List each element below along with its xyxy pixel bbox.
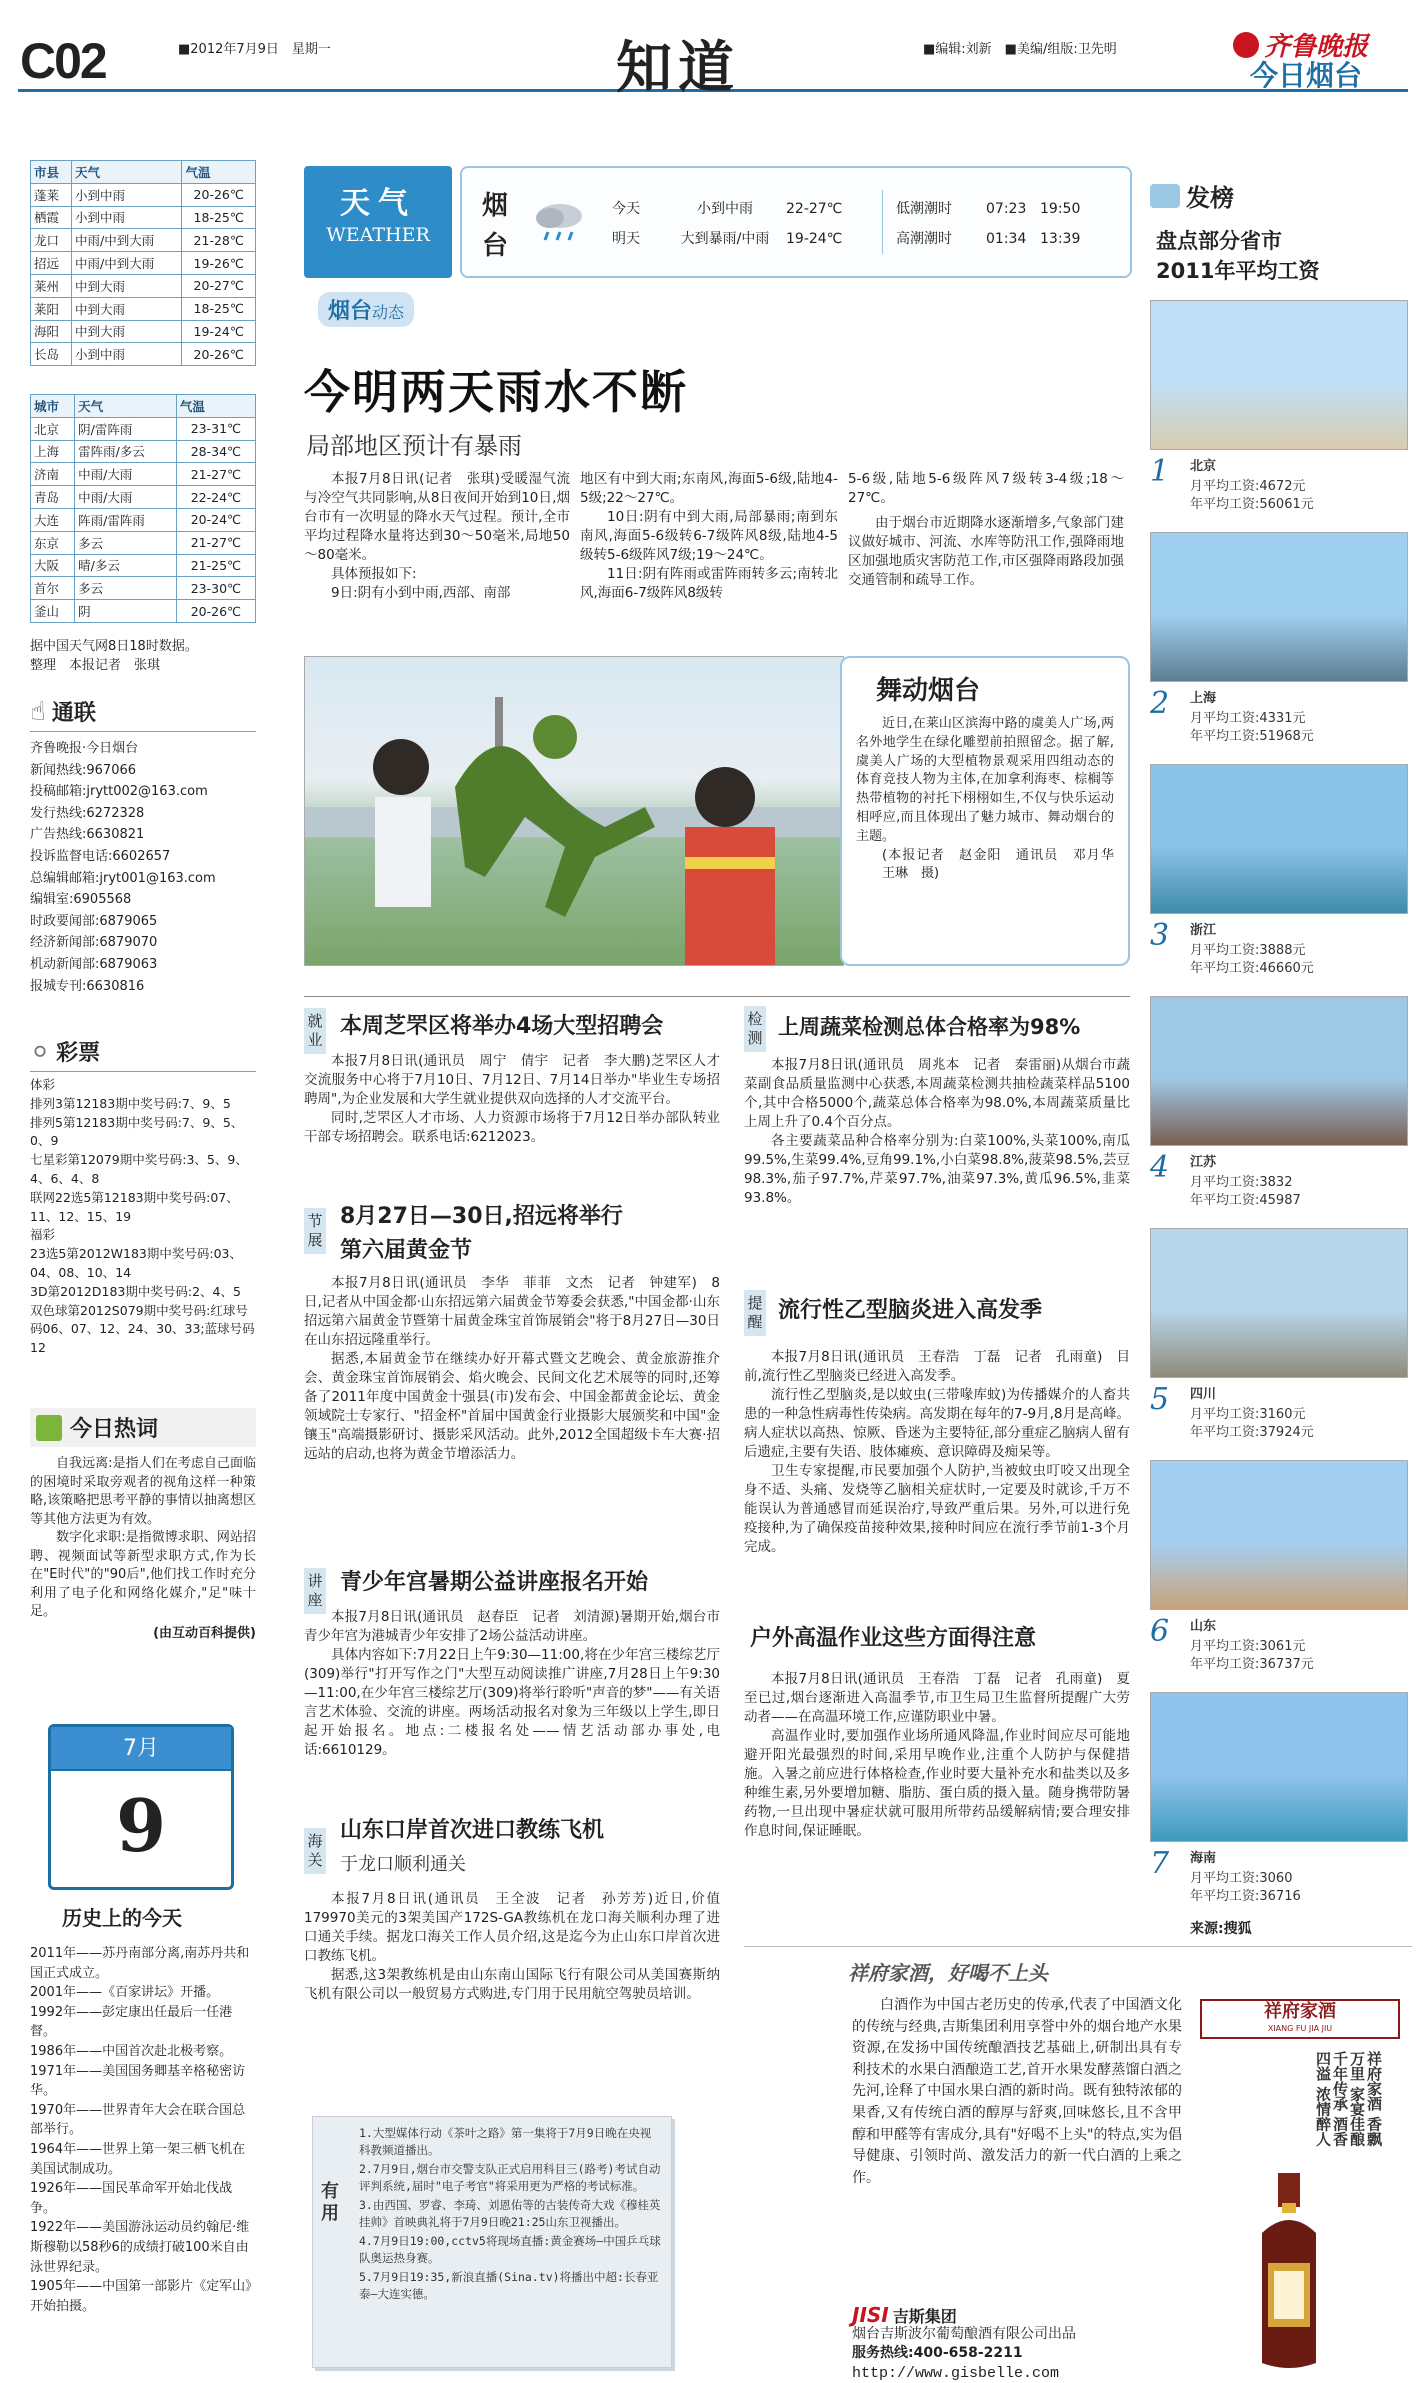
section-title: 知道: [616, 36, 740, 101]
tonglian-line: 时政要闻部:6879065: [30, 913, 158, 929]
article-gold-title2: 第六届黄金节: [340, 1238, 473, 1263]
ranking-name: 四川: [1190, 1387, 1217, 1402]
useful-tag: 有用: [321, 2181, 339, 2224]
hotword-p2: 数字化求职:是指微博求职、网站招聘、视频面试等新型求职方式,作为长在"E时代"的"90后",他们找工作时充分利用了电子化和网络化媒介,"足"味十足。: [30, 1530, 256, 1619]
ranking-entry: [1150, 684, 1408, 762]
masthead: [18, 30, 1408, 101]
weather-cell: 东京: [31, 531, 75, 554]
ranking-month: 月平均工资:3888元: [1190, 943, 1306, 958]
weather-cell: 阵雨/雷阵雨: [75, 508, 177, 531]
history-item: 1992年——彭定康出任最后一任港督。: [30, 2004, 233, 2040]
ranking-number: 5: [1150, 1382, 1170, 1417]
article-veg: [744, 1000, 1130, 1208]
main-col1-p3: 9日:阴有小到中雨,西部、南部: [331, 585, 511, 601]
weather-cell: 多云: [75, 577, 177, 600]
main-col2-p1: 地区有中到大雨;东南风,海面5-6级,陆地4-5级;22～27℃。: [580, 471, 838, 506]
article-job-p1: 本报7月8日讯(通讯员 周宁 倩宇 记者 李大鹏)芝罘区人才交流服务中心将于7月10日、7月12日、7月14日举办"毕业生专场招聘周",为企业发展和大学生就业提供双向选择的人才交流平台。: [304, 1053, 720, 1107]
weather-cell: 小到中雨: [72, 206, 182, 229]
article-heat-p2: 高温作业时,要加强作业场所通风降温,作业时间应尽可能地避开阳光最强烈的时间,采用早晚作业,注重个人防护与保健措施。入暑之前应进行体格检查,作业时要大量补充水和盐类以及多种维生素,另外要增加糖、脂肪、蛋白质的摄入量。随身携带防暑药物,一旦出现中暑症状就可服用所带药品缓解病情;要合理安排作息时间,保证睡眠。: [744, 1728, 1130, 1839]
weather-cell: 雷阵雨/多云: [75, 440, 177, 463]
tonglian-line: 投稿邮箱:jrytt002@163.com: [30, 784, 208, 800]
ranking-number: 1: [1150, 454, 1170, 489]
article-lecture-title: 青少年宫暑期公益讲座报名开始: [340, 1570, 649, 1595]
main-col1-p2: 具体预报如下:: [331, 566, 417, 582]
article-customs-subtitle: 于龙口顺利通关: [340, 1854, 466, 1875]
ranking-photo: [1150, 1228, 1408, 1378]
weather-cell: 长岛: [31, 343, 72, 366]
weather-cell: 北京: [31, 417, 75, 440]
weather-row: [31, 343, 256, 366]
ranking-list: [1150, 300, 1408, 1940]
weather-row: [31, 554, 256, 577]
calendar-month: 7月: [51, 1727, 231, 1771]
topiary-photo: [304, 656, 844, 966]
article-enceph: [744, 1280, 1130, 1557]
history-item: 1964年——世界上第一架三栖飞机在美国试制成功。: [30, 2141, 246, 2177]
today-label: 今天: [612, 201, 640, 217]
weather-col-header: 市县: [31, 161, 72, 184]
weather-cell: 釜山: [31, 600, 75, 623]
article-veg-p2: 各主要蔬菜品种合格率分别为:白菜100%,头菜100%,南瓜99.5%,生菜99.4%,豆角99.1%,小白菜98.8%,菠菜98.5%,芸豆98.3%,茄子97.7%,芹菜97.7%,油菜97.3%,黄瓜96.5%,韭菜93.8%。: [744, 1133, 1130, 1206]
ad-poem: 祥府家酒 香飘万里 家宴佳酿 千年传承 酒香四溢 浓情醉人: [1314, 2051, 1383, 2147]
weather-cell: 小到中雨: [72, 343, 182, 366]
ranking-source: 来源:搜狐: [1190, 1921, 1252, 1937]
weather-cell: 莱阳: [31, 297, 72, 320]
hotword-p1: 自我远离:是指人们在考虑自己面临的困境时采取旁观者的视角这样一种策略,该策略把思考平静的事情以抽离想区等其他方法更为有效。: [30, 1456, 256, 1527]
article-customs-p1: 本报7月8日讯(通讯员 王全波 记者 孙芳芳)近日,价值179970美元的3架美国产172S-GA教练机在龙口海关顺利办理了进口通关手续。据龙口海关工作人员介绍,这是迄今为止山东口岸首次进口教练飞机。: [304, 1891, 720, 1964]
weather-row: [31, 183, 256, 206]
ranking-name: 上海: [1190, 691, 1217, 706]
weather-cell: 21-25℃: [176, 554, 255, 577]
header-editors: ■编辑:刘新 ■美编/组版:卫先明: [923, 42, 1117, 57]
weather-cell: 晴/多云: [75, 554, 177, 577]
tonglian-line: 广告热线:6630821: [30, 827, 145, 843]
ranking-entry: [1150, 916, 1408, 994]
weather-cell: 20-27℃: [182, 274, 256, 297]
useful-item: 5.7月9日19:35,新浪直播(Sina.tv)将播出中超:长春亚泰—大连实德。: [359, 2270, 659, 2301]
weather-cell: 栖霞: [31, 206, 72, 229]
ad-logo-en: XIANG FU JIA JIU: [1267, 2024, 1333, 2033]
weather-cell: 21-27℃: [176, 463, 255, 486]
article-lecture: [304, 1560, 720, 1760]
tonglian-line: 经济新闻部:6879070: [30, 935, 158, 951]
history-item: 1922年——美国游泳运动员约翰尼·维斯穆勒以58秒6的成绩打破100米自由泳世界纪录。: [30, 2220, 250, 2275]
lottery-line: 排列3第12183期中奖号码:7、9、5: [30, 1095, 231, 1111]
ranking-number: 2: [1150, 686, 1170, 721]
ranking-month: 月平均工资:4331元: [1190, 711, 1306, 726]
weather-note: 据中国天气网8日18时数据。: [30, 639, 198, 654]
lottery-line: 联网22选5第12183期中奖号码:07、11、12、15、19: [30, 1189, 239, 1224]
weather-row: [31, 577, 256, 600]
ranking-name: 北京: [1190, 459, 1217, 474]
article-job-p2: 同时,芝罘区人才市场、人力资源市场将于7月12日举办部队转业干部专场招聘会。联系电话:6212023。: [304, 1110, 720, 1145]
article-gold-p2: 据悉,本届黄金节在继续办好开幕式暨文艺晚会、黄金旅游推介会、黄金珠宝首饰展销会、焰火晚会、民间文化艺术展等的同时,还筹备了2011年度中国黄金十强县(市)发布会、中国金都黄金论坛、黄金领域院士专家行、"招金杯"首届中国黄金行业摄影大展颁奖和中国"金镶玉"高端摄影研讨、摄影采风活动。此外,2012全国超级卡车大赛·招远站的启动,也将为黄金节增添活力。: [304, 1351, 720, 1462]
weather-cell: 青岛: [31, 486, 75, 509]
weather-row: [31, 297, 256, 320]
weather-col-header: 城市: [31, 395, 75, 418]
useful-item: 1.大型媒体行动《茶叶之路》第一集将于7月9日晚在央视科教频道播出。: [359, 2126, 652, 2157]
weather-cell: 28-34℃: [176, 440, 255, 463]
useful-item: 2.7月9日,烟台市交警支队正式启用科目三(路考)考试自动评判系统,届时"电子考官"将采用更为严格的考试标准。: [359, 2162, 661, 2193]
article-customs-p2: 据悉,这3架教练机是由山东南山国际飞行有限公司从美国赛斯纳飞机有限公司以一般贸易方式购进,专门用于民用航空驾驶员培训。: [304, 1967, 720, 2002]
main-col1-p1: 本报7月8日讯(记者 张琪)受暖湿气流与冷空气共同影响,从8日夜间开始到10日,烟台市有一次明显的降水天气过程。预计,全市平均过程降水量将达到30～50毫米,局地50～80毫米。: [304, 471, 570, 563]
article-heat-title: 户外高温作业这些方面得注意: [750, 1626, 1037, 1651]
ranking-name: 江苏: [1190, 1155, 1217, 1170]
article-veg-p1: 本报7月8日讯(通讯员 周兆本 记者 秦雷丽)从烟台市蔬菜副食品质量监测中心获悉,本周蔬菜检测共抽检蔬菜样品5100个,其中合格5000个,蔬菜总体合格率为98.0%,本周蔬菜质量比上周上升了0.4个百分点。: [744, 1057, 1130, 1130]
ranking-number: 6: [1150, 1614, 1170, 1649]
ranking-number: 7: [1150, 1846, 1170, 1881]
weather-table-header: [31, 395, 256, 418]
ranking-name: 山东: [1190, 1619, 1217, 1634]
weather-cell: 中雨/大雨: [75, 486, 177, 509]
tomorrow-weather: 大到暴雨/中雨: [680, 231, 770, 247]
weather-cell: 中雨/中到大雨: [72, 229, 182, 252]
page-number: C02: [20, 33, 106, 89]
low-tide-1: 07:23: [986, 201, 1027, 217]
liquor-ad: [744, 1946, 1412, 2382]
dance-text: 近日,在莱山区滨海中路的虞美人广场,两名外地学生在绿化雕塑前拍照留念。据了解,虞美人广场的大型植物景观采用四组动态的体育竞技人物为主体,在加拿利海枣、棕榈等热带植物的衬托下栩栩如生,不仅与快乐运动相呼应,而且体现出了魅力城市、舞动烟台的主题。: [856, 716, 1114, 844]
jisi-logo-en: JISI: [852, 2303, 889, 2327]
hotword-box: [30, 1408, 256, 1641]
ranking-month: 月平均工资:3061元: [1190, 1639, 1306, 1654]
weather-cell: 阴/雷阵雨: [75, 417, 177, 440]
weather-cell: 19-26℃: [182, 252, 256, 275]
ad-company: 烟台吉斯波尔葡萄酿酒有限公司出品: [852, 2326, 1076, 2342]
useful-item: 4.7月9日19:00,cctv5将现场直播:黄金赛场—中国乒乓球队奥运热身赛。: [359, 2234, 661, 2265]
ranking-year: 年平均工资:51968元: [1190, 729, 1314, 744]
article-enceph-p3: 卫生专家提醒,市民要加强个人防护,当被蚊虫叮咬又出现全身不适、头痛、发烧等乙脑相关症状时,一定要及时就诊,千万不能误认为普通感冒而延误治疗,导致严重后果。另外,可以进行免疫接种,为了确保疫苗接种效果,接种时间应在流行季节前1-3个月完成。: [744, 1463, 1130, 1555]
tonglian-line: 编辑室:6905568: [30, 892, 132, 908]
main-col-3: [848, 470, 1124, 590]
tonglian-line: 齐鲁晚报·今日烟台: [30, 741, 139, 756]
article-lecture-tag: 讲座: [304, 1568, 326, 1614]
ad-phone: 服务热线:400-658-2211: [852, 2345, 1023, 2361]
article-customs: [304, 1812, 720, 2004]
main-col3-p2: 由于烟台市近期降水逐渐增多,气象部门建议做好城市、河流、水库等防汛工作,强降雨地区加强地质灾害防范工作,市区强降雨路段加强交通管制和疏导工作。: [848, 515, 1124, 588]
today-temp: 22-27℃: [786, 201, 843, 217]
history-item: 1970年——世界青年大会在联合国总部举行。: [30, 2102, 246, 2138]
lottery-line: 福彩: [30, 1227, 56, 1243]
weather-label-cn: 天气: [340, 186, 416, 221]
main-col2-p3: 11日:阴有阵雨或雷阵雨转多云;南转北风,海面6-7级阵风8级转: [580, 566, 838, 601]
lottery-line: 七星彩第12079期中奖号码:3、5、9、4、6、4、8: [30, 1152, 248, 1186]
weather-cell: 小到中雨: [72, 183, 182, 206]
ranking-month: 月平均工资:3060: [1190, 1871, 1293, 1886]
ranking-photo: [1150, 996, 1408, 1146]
dance-credit: (本报记者 赵金阳 通讯员 邓月华 王琳 摄): [882, 847, 1128, 882]
weather-cell: 19-24℃: [182, 320, 256, 343]
weather-cell: 蓬莱: [31, 183, 72, 206]
ranking-subtitle2: 2011年平均工资: [1156, 259, 1320, 283]
ranking-entry: [1150, 1380, 1408, 1458]
article-job: [304, 1000, 720, 1147]
ranking-photo: [1150, 1460, 1408, 1610]
tonglian-box: [30, 696, 256, 997]
ad-logo-box: [1200, 1999, 1400, 2039]
tide-rows: [896, 194, 1080, 254]
article-enceph-p2: 流行性乙型脑炎,是以蚊虫(三带喙库蚊)为传播媒介的人畜共患的一种急性病毒性传染病。高发期在每年的7-9月,8月是高峰。病人症状以高热、惊厥、昏迷为主要特征,部分重症乙脑病人留有后遗症,主要有失语、肢体瘫痪、意识障碍及痴呆等。: [744, 1387, 1130, 1460]
weather-label-en: WEATHER: [326, 224, 430, 246]
dynamics-label: [318, 292, 414, 327]
lottery-line: 体彩: [30, 1077, 56, 1092]
article-enceph-title: 流行性乙型脑炎进入高发季: [778, 1298, 1043, 1323]
article-heat-p1: 本报7月8日讯(通讯员 王春浩 丁磊 记者 孔雨童) 夏至已过,烟台逐渐进入高温季节,市卫生局卫生监督所提醒广大劳动者——在高温环境工作,应谨防职业中暑。: [744, 1671, 1130, 1725]
ad-logo-cn: 祥府家酒: [1264, 2001, 1336, 2022]
weather-row: [31, 531, 256, 554]
weather-row: [31, 252, 256, 275]
ranking-year: 年平均工资:46660元: [1190, 961, 1314, 976]
article-job-tag: 就业: [304, 1008, 326, 1054]
weather-cell: 莱州: [31, 274, 72, 297]
history-item: 2011年——苏丹南部分离,南苏丹共和国正式成立。: [30, 1946, 250, 1981]
article-enceph-p1: 本报7月8日讯(通讯员 王春浩 丁磊 记者 孔雨童) 目前,流行性乙型脑炎已经进入高发季。: [744, 1349, 1130, 1384]
puzzle-icon: [1150, 184, 1180, 208]
ranking-entry: [1150, 1148, 1408, 1226]
weather-row: [31, 274, 256, 297]
hand-pointer-icon: ☝: [30, 696, 46, 727]
weather-city: 烟台: [482, 191, 509, 261]
weather-cell: 21-27℃: [176, 531, 255, 554]
main-col2-p2: 10日:阴有中到大雨,局部暴雨;南到东南风,海面5-6级转6-7级阵风8级,陆地4-5级转5-6级阵风7级;19～24℃。: [580, 509, 838, 563]
ranking-photo: [1150, 1692, 1408, 1842]
article-job-title: 本周芝罘区将举办4场大型招聘会: [340, 1014, 664, 1039]
main-subhead: 局部地区预计有暴雨: [306, 432, 522, 460]
weather-banner: [304, 166, 1132, 278]
weather-cell: 中到大雨: [72, 297, 182, 320]
ranking-header: [1150, 178, 1400, 285]
weather-col-header: 天气: [72, 161, 182, 184]
hotword-source: (由互动百科提供): [153, 1625, 256, 1641]
article-customs-title: 山东口岸首次进口教练飞机: [340, 1818, 605, 1843]
history-item: 1905年——中国第一部影片《定军山》开始拍摄。: [30, 2279, 252, 2314]
tomorrow-label: 明天: [612, 231, 640, 247]
main-col-1: [304, 470, 570, 603]
weather-table-header: [31, 161, 256, 184]
weather-cell: 中到大雨: [72, 320, 182, 343]
weather-cell: 21-28℃: [182, 229, 256, 252]
history-item: 1926年——国民革命军开始北伐战争。: [30, 2181, 233, 2216]
weather-row: [31, 463, 256, 486]
ranking-photo: [1150, 532, 1408, 682]
weather-cell: 18-25℃: [182, 297, 256, 320]
ranking-year: 年平均工资:36716: [1190, 1889, 1301, 1904]
paper-name: 齐鲁晚报: [1264, 32, 1369, 62]
lottery-line: 3D第2012D183期中奖号码:2、4、5: [30, 1283, 241, 1299]
ranking-entry: [1150, 452, 1408, 530]
article-gold: [304, 1200, 720, 1464]
dance-box: [840, 656, 1130, 966]
weather-cell: 阴: [75, 600, 177, 623]
liquor-bottle: [1254, 2173, 1324, 2369]
low-tide-label: 低潮潮时: [896, 201, 952, 217]
weather-cell: 20-26℃: [182, 183, 256, 206]
article-lecture-p1: 本报7月8日讯(通讯员 赵春臣 记者 刘清源)暑期开始,烟台市青少年宫为港城青少年安排了2场公益活动讲座。: [304, 1609, 720, 1644]
weather-cell: 20-24℃: [176, 508, 255, 531]
ranking-photo: [1150, 764, 1408, 914]
ranking-number: 4: [1150, 1150, 1170, 1185]
weather-cell: 23-31℃: [176, 417, 255, 440]
weather-cell: 首尔: [31, 577, 75, 600]
lottery-balls-icon: ⚪: [30, 1037, 51, 1066]
useful-box: [312, 2116, 672, 2368]
weather-row: [31, 440, 256, 463]
history-item: 2001年——《百家讲坛》开播。: [30, 1985, 220, 2001]
high-tide-2: 13:39: [1040, 231, 1081, 247]
lottery-line: 23选5第2012W183期中奖号码:03、04、08、10、14: [30, 1246, 243, 1280]
weather-cell: 济南: [31, 463, 75, 486]
article-lecture-p2: 具体内容如下:7月22日上午9:30—11:00,将在少年宫三楼综艺厅(309)举行"打开写作之门"大型互动阅读推广讲座,7月28日上午9:30—11:00,在少年宫三楼综艺厅(309)将举行聆听"声音的梦"——有关语言艺术体验、交流的讲座。两场活动报名对象为三年级以上学生,即日起开始报名。地点:二楼报名处——情艺活动部办事处,电话:6610129。: [304, 1647, 720, 1758]
weather-cell: 海阳: [31, 320, 72, 343]
weather-row: [31, 320, 256, 343]
rain-cloud-icon: [530, 200, 590, 242]
ranking-entry: [1150, 1612, 1408, 1690]
weather-row: [31, 206, 256, 229]
ranking-name: 浙江: [1190, 923, 1217, 938]
article-veg-title: 上周蔬菜检测总体合格率为98%: [778, 1015, 1081, 1039]
lottery-title: 彩票: [56, 1041, 101, 1066]
weather-cell: 龙口: [31, 229, 72, 252]
tonglian-line: 新闻热线:967066: [30, 762, 137, 778]
weather-credit: 整理 本报记者 张琪: [30, 658, 161, 673]
ad-url[interactable]: http://www.gisbelle.com: [852, 2365, 1060, 2382]
hotword-title: 今日热词: [70, 1417, 159, 1442]
ranking-month: 月平均工资:3832: [1190, 1175, 1293, 1190]
ranking-year: 年平均工资:36737元: [1190, 1657, 1314, 1672]
article-gold-tag: 节展: [304, 1208, 326, 1254]
tonglian-title: 通联: [51, 701, 96, 726]
note-icon: [36, 1415, 62, 1441]
weather-row: [31, 508, 256, 531]
dynamics-suffix: 动态: [372, 303, 405, 322]
dynamics-city: 烟台: [328, 299, 373, 324]
ranking-year: 年平均工资:45987: [1190, 1193, 1301, 1208]
jisi-logo: [852, 2303, 957, 2327]
tonglian-line: 总编辑邮箱:jryt001@163.com: [30, 870, 216, 886]
weather-cell: 22-24℃: [176, 486, 255, 509]
history-title: 历史上的今天: [62, 1906, 182, 1930]
history-item: 1971年——美国国务卿基辛格秘密访华。: [30, 2063, 246, 2099]
main-headline: 今明两天雨水不断: [304, 365, 688, 419]
article-gold-p1: 本报7月8日讯(通讯员 李华 菲菲 文杰 记者 钟建军) 8日,记者从中国金都·山东招远第六届黄金节筹委会获悉,"中国金都·山东招远第六届黄金节暨第十届黄金珠宝首饰展销会"将于8月27日—30日在山东招远隆重举行。: [304, 1275, 720, 1348]
weather-cell: 招远: [31, 252, 72, 275]
high-tide-label: 高潮潮时: [896, 231, 952, 247]
useful-item: 3.由西国、罗睿、李琦、刘恩佑等的古装传奇大戏《穆桂英挂帅》首映典礼将于7月9日晚21:25山东卫视播出。: [359, 2198, 661, 2229]
article-veg-tag: 检测: [744, 1006, 766, 1052]
ranking-title: 发榜: [1186, 184, 1234, 212]
weather-row: [31, 486, 256, 509]
weather-cell: 中到大雨: [72, 274, 182, 297]
main-col3-p1: 5-6级,陆地5-6级阵风7级转3-4级;18～27℃。: [848, 471, 1124, 506]
jisi-logo-cn: 吉斯集团: [892, 2306, 957, 2326]
weather-table-city: [30, 394, 256, 623]
low-tide-2: 19:50: [1040, 201, 1081, 217]
ranking-year: 年平均工资:56061元: [1190, 497, 1314, 512]
lottery-box: [30, 1036, 256, 1358]
history-list: [30, 1944, 256, 2316]
ranking-subtitle1: 盘点部分省市: [1156, 229, 1282, 253]
ad-slogan: 祥府家酒，好喝不上头: [848, 1961, 1048, 1985]
tonglian-line: 发行热线:6272328: [30, 805, 145, 821]
weather-row: [31, 600, 256, 623]
weather-row: [31, 417, 256, 440]
ranking-year: 年平均工资:37924元: [1190, 1425, 1314, 1440]
ranking-entry: [1150, 1844, 1408, 1922]
lottery-line: 排列5第12183期中奖号码:7、9、5、0、9: [30, 1114, 244, 1149]
weather-cell: 20-26℃: [176, 600, 255, 623]
article-gold-title1: 8月27日—30日,招远将举行: [340, 1204, 623, 1229]
weather-col-header: 气温: [176, 395, 255, 418]
weather-row: [31, 229, 256, 252]
tonglian-line: 投诉监督电话:6602657: [30, 848, 171, 864]
ranking-number: 3: [1150, 918, 1170, 953]
weather-label-box: [304, 166, 452, 278]
calendar-card: [48, 1724, 234, 1890]
edition-name: 今日烟台: [1250, 59, 1363, 92]
ranking-month: 月平均工资:3160元: [1190, 1407, 1306, 1422]
weather-cell: 18-25℃: [182, 206, 256, 229]
ranking-photo: [1150, 300, 1408, 450]
calendar-day: 9: [115, 1783, 167, 1868]
today-weather: 小到中雨: [697, 201, 753, 217]
weather-cell: 大阪: [31, 554, 75, 577]
weather-cell: 中雨/中到大雨: [72, 252, 182, 275]
weather-col-header: 天气: [75, 395, 177, 418]
article-heat: [744, 1622, 1130, 1841]
weather-col-header: 气温: [182, 161, 256, 184]
weather-cell: 中雨/大雨: [75, 463, 177, 486]
dance-title: 舞动烟台: [876, 676, 981, 706]
weather-cell: 多云: [75, 531, 177, 554]
ad-text: 白酒作为中国古老历史的传承,代表了中国酒文化的传统与经典,吉斯集团利用享誉中外的烟台地产水果资源,在发扬中国传统酿酒技艺基础上,研制出具有专利技术的水果白酒酿造工艺,首开水果发酵蒸馏白酒之先河,诠释了中国水果白酒的新时尚。既有独特浓郁的果香,又有传统白酒的醇厚与舒爽,回味悠长,且不含甲醇和甲醛等有害成分,具有"好喝不上头"的特点,实为倡导健康、引领时尚、激发活力的新一代白酒的上乘之作。: [852, 1997, 1182, 2186]
weather-cell: 上海: [31, 440, 75, 463]
lottery-line: 双色球第2012S079期中奖号码:红球号码06、07、12、24、30、33;蓝球号码12: [30, 1302, 255, 1356]
article-enceph-tag: 提醒: [744, 1290, 766, 1336]
tonglian-line: 报城专刊:6630816: [30, 978, 145, 994]
header-date: ■2012年7月9日 星期一: [178, 42, 331, 57]
tomorrow-temp: 19-24℃: [786, 231, 843, 247]
ranking-month: 月平均工资:4672元: [1190, 479, 1306, 494]
forecast-rows: [612, 194, 842, 254]
main-col-2: [580, 470, 838, 603]
tonglian-line: 机动新闻部:6879063: [30, 956, 158, 972]
history-item: 1986年——中国首次赴北极考察。: [30, 2043, 233, 2059]
weather-cell: 20-26℃: [182, 343, 256, 366]
weather-table-county: [30, 160, 256, 366]
weather-cell: 大连: [31, 508, 75, 531]
article-customs-tag: 海关: [304, 1828, 326, 1874]
high-tide-1: 01:34: [986, 231, 1027, 247]
weather-cell: 23-30℃: [176, 577, 255, 600]
ranking-name: 海南: [1190, 1851, 1217, 1866]
